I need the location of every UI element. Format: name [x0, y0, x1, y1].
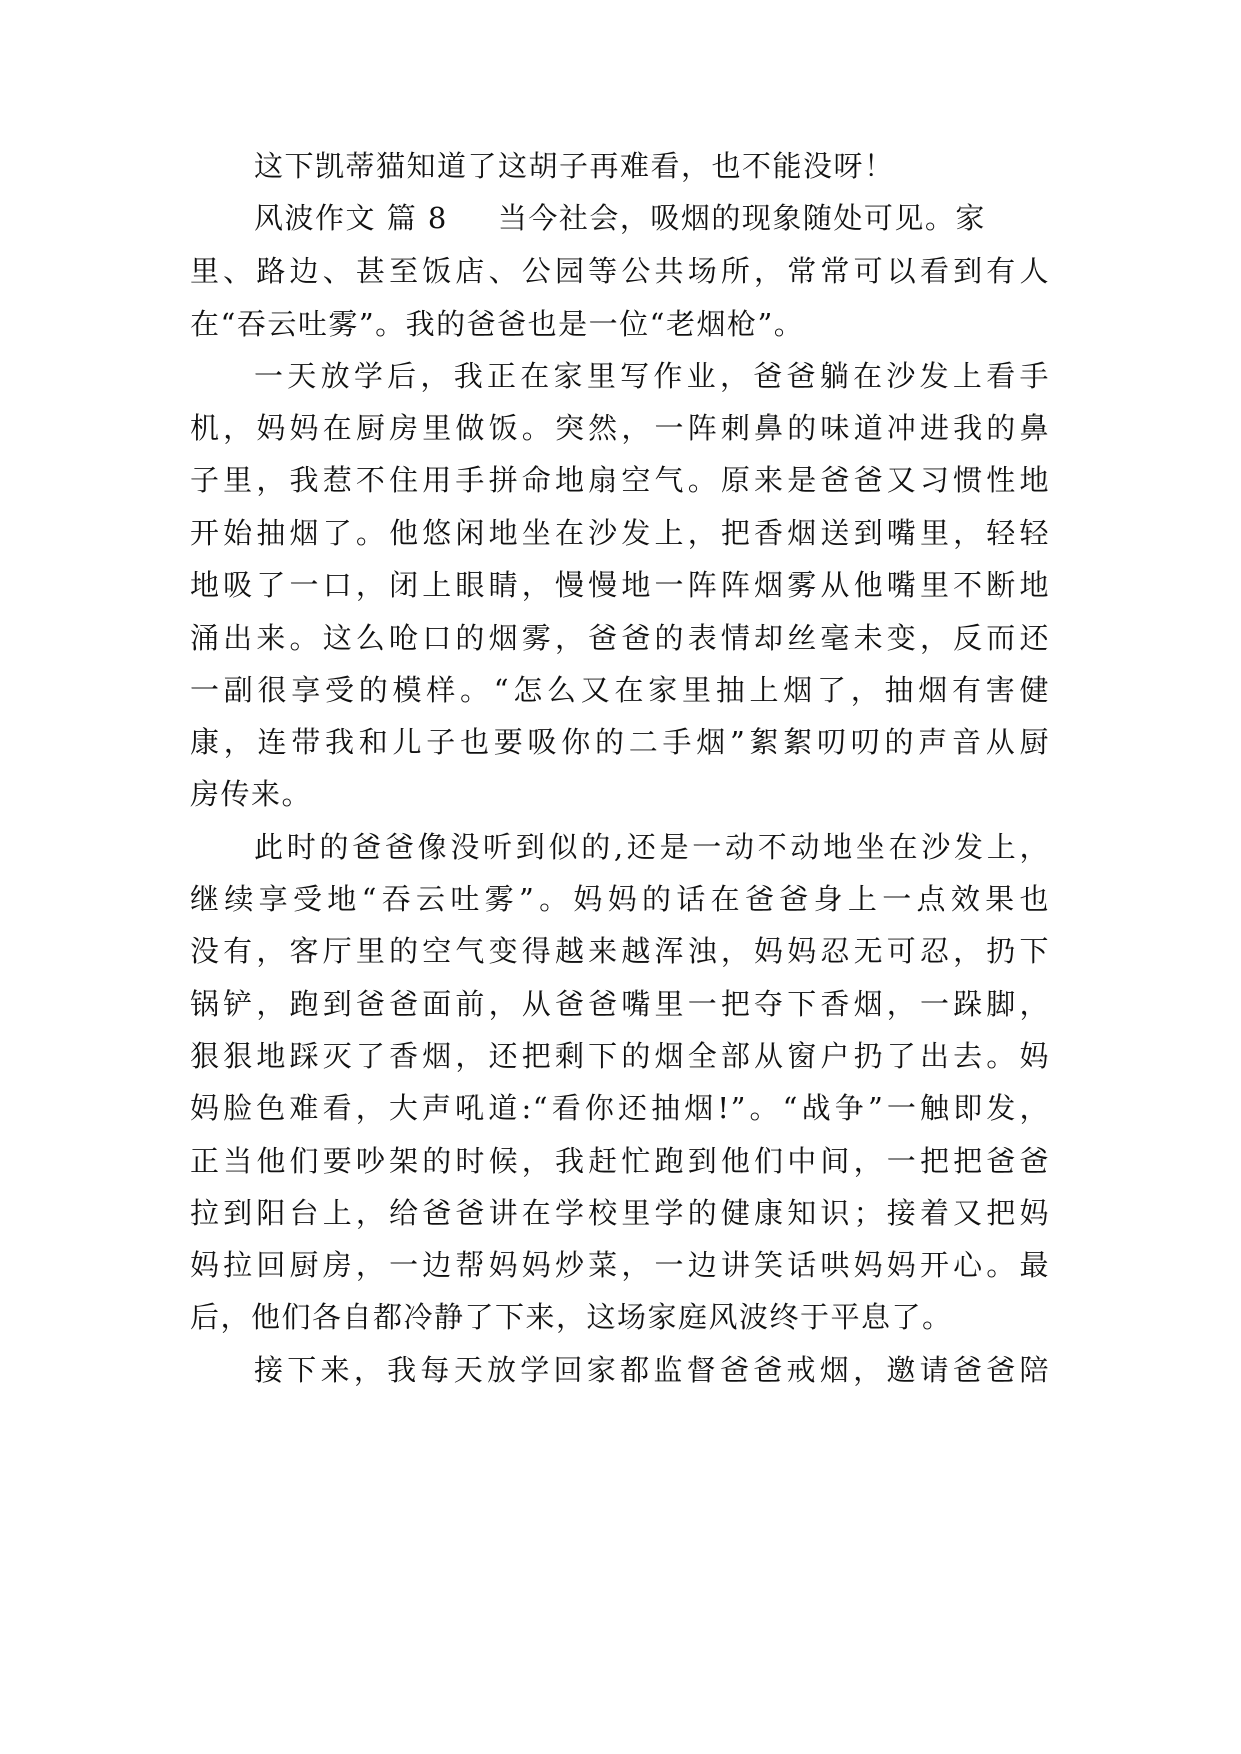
text-line: 康，连带我和儿子也要吸你的二手烟”絮絮叨叨的声音从厨 — [190, 725, 1050, 759]
text-line: 没有，客厅里的空气变得越来越浑浊，妈妈忍无可忍，扔下 — [190, 934, 1050, 968]
text-line: 锅铲，跑到爸爸面前，从爸爸嘴里一把夺下香烟，一跺脚， — [190, 987, 1050, 1021]
text-line: 这下凯蒂猫知道了这胡子再难看，也不能没呀！ — [254, 149, 895, 183]
section-heading: 风波作文 篇 8 — [254, 201, 448, 235]
text-line: 正当他们要吵架的时候，我赶忙跑到他们中间，一把把爸爸 — [190, 1144, 1050, 1178]
text-line: 此时的爸爸像没听到似的,还是一动不动地坐在沙发上， — [254, 830, 1050, 864]
text-line: 在“吞云吐雾”。我的爸爸也是一位“老烟枪”。 — [190, 307, 805, 341]
text-line: 接下来，我每天放学回家都监督爸爸戒烟，邀请爸爸陪 — [254, 1353, 1050, 1387]
text-line: 开始抽烟了。他悠闲地坐在沙发上，把香烟送到嘴里，轻轻 — [190, 516, 1050, 550]
text-line: 狠狠地踩灭了香烟，还把剩下的烟全部从窗户扔了出去。妈 — [190, 1039, 1050, 1073]
text-line: 继续享受地“吞云吐雾”。妈妈的话在爸爸身上一点效果也 — [190, 882, 1050, 916]
text-line: 一副很享受的模样。“怎么又在家里抽上烟了，抽烟有害健 — [190, 673, 1050, 707]
text-span: 当今社会，吸烟的现象随处可见。家 — [497, 201, 986, 235]
text-line: 房传来。 — [190, 777, 313, 811]
text-line: 一天放学后，我正在家里写作业，爸爸躺在沙发上看手 — [254, 359, 1050, 393]
text-line — [254, 200, 1050, 236]
text-line: 地吸了一口，闭上眼睛，慢慢地一阵阵烟雾从他嘴里不断地 — [190, 568, 1050, 602]
text-line: 妈脸色难看，大声吼道:“看你还抽烟!”。“战争”一触即发， — [190, 1091, 1050, 1125]
text-line: 涌出来。这么呛口的烟雾，爸爸的表情却丝毫未变，反而还 — [190, 621, 1050, 655]
text-line: 拉到阳台上，给爸爸讲在学校里学的健康知识；接着又把妈 — [190, 1196, 1050, 1230]
text-line: 机，妈妈在厨房里做饭。突然，一阵刺鼻的味道冲进我的鼻 — [190, 411, 1050, 445]
text-line: 子里，我惹不住用手拼命地扇空气。原来是爸爸又习惯性地 — [190, 463, 1050, 497]
text-line: 妈拉回厨房，一边帮妈妈炒菜，一边讲笑话哄妈妈开心。最 — [190, 1248, 1050, 1282]
text-line: 后，他们各自都冷静了下来，这场家庭风波终于平息了。 — [190, 1300, 953, 1334]
text-line: 里、路边、甚至饭店、公园等公共场所，常常可以看到有人 — [190, 254, 1050, 288]
